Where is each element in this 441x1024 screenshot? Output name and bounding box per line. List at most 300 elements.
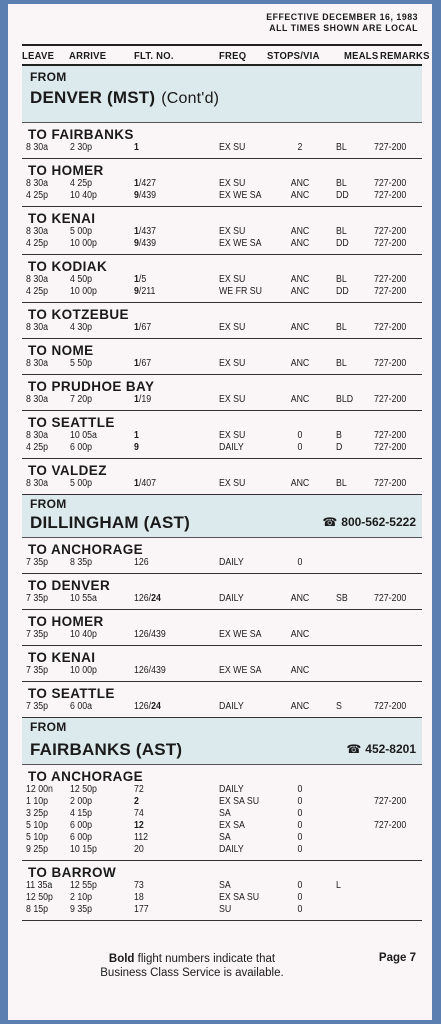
destination-block <box>22 303 422 339</box>
destination-block <box>22 610 422 646</box>
destination-title: TO KENAI <box>28 211 96 226</box>
frequency: SA <box>219 832 231 843</box>
leave-time: 7 35p <box>26 557 49 568</box>
flight-row <box>22 322 422 334</box>
meals: S <box>336 701 342 712</box>
flight-number <box>134 358 151 370</box>
connecting-flight-number: 126/ <box>134 593 152 604</box>
flight-number <box>134 880 144 892</box>
flight-row <box>22 226 422 238</box>
reservations-phone <box>346 742 416 756</box>
leave-time: 1 10p <box>26 796 49 807</box>
stops-via: 0 <box>297 784 303 795</box>
stops-via: ANC <box>290 593 310 604</box>
connecting-flight-number: /19 <box>138 394 152 405</box>
connecting-flight-number: 177 <box>134 904 149 915</box>
stops-via: 0 <box>297 844 303 855</box>
arrive-time: 2 00p <box>70 796 93 807</box>
stops-via: ANC <box>290 190 310 201</box>
leave-time: 4 25p <box>26 286 49 297</box>
col-frequency: FREQ <box>219 50 247 62</box>
from-section-header <box>22 495 422 538</box>
business-class-flight-number: 24 <box>151 701 161 712</box>
leave-time: 8 30a <box>26 478 49 489</box>
business-class-flight-number: 1 <box>134 274 139 285</box>
connecting-flight-number: /67 <box>138 322 152 333</box>
frequency: DAILY <box>219 701 244 712</box>
destination-title: TO HOMER <box>28 614 104 629</box>
aircraft-remarks: 727-200 <box>374 142 407 153</box>
business-class-flight-number: 1 <box>134 142 139 153</box>
aircraft-remarks: 727-200 <box>374 238 407 249</box>
connecting-flight-number: 20 <box>134 844 144 855</box>
flight-number <box>134 142 139 154</box>
from-section-header <box>22 718 422 765</box>
meals: D <box>336 442 343 453</box>
flight-number <box>134 322 151 334</box>
meals: BL <box>336 478 347 489</box>
frequency: DAILY <box>219 557 244 568</box>
leave-time: 8 15p <box>26 904 49 915</box>
stops-via: ANC <box>290 274 310 285</box>
from-label: FROM <box>30 70 67 84</box>
stops-via: ANC <box>290 238 310 249</box>
leave-time: 3 25p <box>26 808 49 819</box>
destination-block <box>22 861 422 921</box>
local-times-note: ALL TIMES SHOWN ARE LOCAL <box>269 23 418 34</box>
flight-row <box>22 665 422 677</box>
connecting-flight-number: /439 <box>138 238 157 249</box>
destination-block <box>22 682 422 718</box>
flight-row <box>22 430 422 442</box>
flight-number <box>134 665 166 677</box>
flight-row <box>22 808 422 820</box>
business-class-flight-number: 9 <box>134 442 139 453</box>
business-class-flight-number: 9 <box>134 190 139 201</box>
meals: BLD <box>336 394 354 405</box>
flight-number <box>134 904 149 916</box>
flight-number <box>134 190 156 202</box>
footer <box>22 950 422 990</box>
flight-number <box>134 593 161 605</box>
meals: BL <box>336 322 347 333</box>
stops-via: 0 <box>297 430 303 441</box>
arrive-time: 9 35p <box>70 904 93 915</box>
connecting-flight-number: 126/ <box>134 701 152 712</box>
arrive-time: 6 00a <box>70 701 93 712</box>
meals: BL <box>336 358 347 369</box>
effective-date-note <box>266 12 418 34</box>
bold-flight-note <box>22 952 362 980</box>
destination-block <box>22 646 422 682</box>
business-class-flight-number: 9 <box>134 238 139 249</box>
connecting-flight-number: 73 <box>134 880 144 891</box>
flight-number <box>134 274 146 286</box>
leave-time: 4 25p <box>26 442 49 453</box>
frequency: EX SA SU <box>219 796 260 807</box>
frequency: EX SA <box>219 820 245 831</box>
leave-time: 12 50p <box>26 892 53 903</box>
col-stops-via: STOPS/VIA <box>267 50 320 62</box>
frequency: EX SU <box>219 274 246 285</box>
business-class-flight-number: 1 <box>134 430 139 441</box>
connecting-flight-number: /437 <box>138 226 157 237</box>
frequency: EX SU <box>219 142 246 153</box>
aircraft-remarks: 727-200 <box>374 796 407 807</box>
connecting-flight-number: /67 <box>138 358 152 369</box>
note-text: flight numbers indicate that <box>134 953 276 965</box>
flight-number <box>134 784 144 796</box>
flight-number <box>134 808 144 820</box>
leave-time: 7 35p <box>26 593 49 604</box>
flight-row <box>22 286 422 298</box>
destination-block <box>22 574 422 610</box>
business-class-flight-number: 9 <box>134 286 139 297</box>
flight-row <box>22 593 422 605</box>
arrive-time: 10 55a <box>70 593 97 604</box>
frequency: EX SU <box>219 322 246 333</box>
destination-title: TO VALDEZ <box>28 463 107 478</box>
leave-time: 4 25p <box>26 190 49 201</box>
frequency: EX WE SA <box>219 665 262 676</box>
flight-number <box>134 178 156 190</box>
origin-city <box>30 513 190 533</box>
aircraft-remarks: 727-200 <box>374 178 407 189</box>
frequency: EX SU <box>219 358 246 369</box>
aircraft-remarks: 727-200 <box>374 430 407 441</box>
stops-via: ANC <box>290 701 310 712</box>
frequency: EX SU <box>219 478 246 489</box>
flight-number <box>134 442 139 454</box>
destination-block <box>22 411 422 459</box>
aircraft-remarks: 727-200 <box>374 593 407 604</box>
stops-via: ANC <box>290 665 310 676</box>
flight-row <box>22 701 422 713</box>
stops-via: ANC <box>290 478 310 489</box>
arrive-time: 2 10p <box>70 892 93 903</box>
frequency: EX SU <box>219 226 246 237</box>
business-class-flight-number: 1 <box>134 322 139 333</box>
flight-number <box>134 832 148 844</box>
arrive-time: 12 55p <box>70 880 97 891</box>
stops-via: ANC <box>290 226 310 237</box>
flight-number <box>134 820 144 832</box>
flight-row <box>22 394 422 406</box>
meals: L <box>336 880 341 891</box>
arrive-time: 10 40p <box>70 190 97 201</box>
col-remarks: REMARKS <box>380 50 430 62</box>
frequency: EX SU <box>219 178 246 189</box>
meals: BL <box>336 178 347 189</box>
destination-title: TO KOTZEBUE <box>28 307 129 322</box>
flight-row <box>22 820 422 832</box>
frequency: SA <box>219 880 231 891</box>
from-label: FROM <box>30 497 67 511</box>
destination-title: TO SEATTLE <box>28 686 115 701</box>
meals: DD <box>336 238 349 249</box>
flight-row <box>22 442 422 454</box>
timetable-page <box>8 4 432 1020</box>
arrive-time: 7 20p <box>70 394 93 405</box>
destination-title: TO FAIRBANKS <box>28 127 134 142</box>
arrive-time: 4 15p <box>70 808 93 819</box>
arrive-time: 5 00p <box>70 478 93 489</box>
arrive-time: 12 50p <box>70 784 97 795</box>
stops-via: 0 <box>297 557 303 568</box>
origin-city <box>30 88 219 108</box>
stops-via: ANC <box>290 629 310 640</box>
arrive-time: 10 00p <box>70 665 97 676</box>
flight-row <box>22 478 422 490</box>
destination-title: TO NOME <box>28 343 94 358</box>
flight-row <box>22 557 422 569</box>
origin-city-name: DILLINGHAM (AST) <box>30 513 190 532</box>
stops-via: ANC <box>290 286 310 297</box>
meals: DD <box>336 286 349 297</box>
col-arrive: ARRIVE <box>69 50 107 62</box>
flight-number <box>134 557 149 569</box>
destination-block <box>22 339 422 375</box>
arrive-time: 10 15p <box>70 844 97 855</box>
frequency: EX WE SA <box>219 629 262 640</box>
destination-title: TO BARROW <box>28 865 117 880</box>
stops-via: 0 <box>297 820 303 831</box>
arrive-time: 5 00p <box>70 226 93 237</box>
arrive-time: 10 05a <box>70 430 97 441</box>
destination-title: TO HOMER <box>28 163 104 178</box>
aircraft-remarks: 727-200 <box>374 358 407 369</box>
continued-label: (Cont'd) <box>161 90 220 107</box>
destination-title: TO ANCHORAGE <box>28 769 144 784</box>
stops-via: ANC <box>290 322 310 333</box>
business-class-flight-number: 12 <box>134 820 144 831</box>
flight-row <box>22 784 422 796</box>
flight-number <box>134 844 144 856</box>
aircraft-remarks: 727-200 <box>374 478 407 489</box>
arrive-time: 8 35p <box>70 557 93 568</box>
flight-number <box>134 701 161 713</box>
aircraft-remarks: 727-200 <box>374 190 407 201</box>
flight-number <box>134 478 156 490</box>
frequency: EX SU <box>219 430 246 441</box>
connecting-flight-number: 126 <box>134 557 149 568</box>
arrive-time: 4 25p <box>70 178 93 189</box>
stops-via: ANC <box>290 358 310 369</box>
destination-block <box>22 538 422 574</box>
meals: BL <box>336 274 347 285</box>
from-label: FROM <box>30 720 67 734</box>
arrive-time: 4 50p <box>70 274 93 285</box>
leave-time: 9 25p <box>26 844 49 855</box>
frequency: DAILY <box>219 442 244 453</box>
flight-row <box>22 892 422 904</box>
flight-row <box>22 832 422 844</box>
leave-time: 7 35p <box>26 629 49 640</box>
col-leave: LEAVE <box>22 50 55 62</box>
phone-number: 800-562-5222 <box>341 515 416 529</box>
connecting-flight-number: 126/439 <box>134 629 166 640</box>
stops-via: 2 <box>297 142 303 153</box>
stops-via: 0 <box>297 442 303 453</box>
meals: BL <box>336 226 347 237</box>
frequency: SU <box>219 904 232 915</box>
leave-time: 8 30a <box>26 430 49 441</box>
arrive-time: 6 00p <box>70 820 93 831</box>
leave-time: 12 00n <box>26 784 53 795</box>
flight-number <box>134 796 139 808</box>
business-class-flight-number: 1 <box>134 394 139 405</box>
destination-block <box>22 159 422 207</box>
destination-title: TO SEATTLE <box>28 415 115 430</box>
column-header-row <box>22 44 430 66</box>
destination-title: TO ANCHORAGE <box>28 542 144 557</box>
connecting-flight-number: /407 <box>138 478 157 489</box>
meals: SB <box>336 593 348 604</box>
frequency: EX SU <box>219 394 246 405</box>
connecting-flight-number: /5 <box>138 274 147 285</box>
destination-title: TO KENAI <box>28 650 96 665</box>
connecting-flight-number: /427 <box>138 178 157 189</box>
connecting-flight-number: 112 <box>134 832 149 843</box>
page-number: Page 7 <box>378 952 416 964</box>
aircraft-remarks: 727-200 <box>374 442 407 453</box>
flight-row <box>22 142 422 154</box>
flight-row <box>22 178 422 190</box>
stops-via: 0 <box>297 832 303 843</box>
connecting-flight-number: /439 <box>138 190 157 201</box>
flight-row <box>22 880 422 892</box>
aircraft-remarks: 727-200 <box>374 820 407 831</box>
arrive-time: 6 00p <box>70 832 93 843</box>
aircraft-remarks: 727-200 <box>374 286 407 297</box>
aircraft-remarks: 727-200 <box>374 701 407 712</box>
frequency: EX SA SU <box>219 892 260 903</box>
business-class-flight-number: 2 <box>134 796 139 807</box>
origin-city <box>30 740 182 760</box>
leave-time: 8 30a <box>26 358 49 369</box>
frequency: DAILY <box>219 784 244 795</box>
stops-via: 0 <box>297 904 303 915</box>
aircraft-remarks: 727-200 <box>374 322 407 333</box>
stops-via: 0 <box>297 796 303 807</box>
stops-via: 0 <box>297 892 303 903</box>
phone-number: 452-8201 <box>365 742 416 756</box>
connecting-flight-number: 74 <box>134 808 144 819</box>
flight-number <box>134 286 155 298</box>
arrive-time: 10 00p <box>70 238 97 249</box>
frequency: EX WE SA <box>219 190 262 201</box>
note-bold-word: Bold <box>108 953 135 965</box>
destination-title: TO KODIAK <box>28 259 108 274</box>
destination-block <box>22 207 422 255</box>
flight-number <box>134 226 156 238</box>
schedule-content <box>22 66 422 921</box>
effective-date: EFFECTIVE DECEMBER 16, 1983 <box>266 12 418 23</box>
stops-via: ANC <box>290 394 310 405</box>
destination-block <box>22 459 422 495</box>
origin-city-name: FAIRBANKS (AST) <box>30 740 183 759</box>
frequency: SA <box>219 808 231 819</box>
business-class-flight-number: 24 <box>151 593 161 604</box>
flight-row <box>22 844 422 856</box>
destination-title: TO DENVER <box>28 578 111 593</box>
arrive-time: 10 00p <box>70 286 97 297</box>
frequency: WE FR SU <box>219 286 263 297</box>
stops-via: 0 <box>297 808 303 819</box>
arrive-time: 2 30p <box>70 142 93 153</box>
connecting-flight-number: 18 <box>134 892 144 903</box>
flight-row <box>22 238 422 250</box>
frequency: DAILY <box>219 844 244 855</box>
flight-row <box>22 358 422 370</box>
aircraft-remarks: 727-200 <box>374 274 407 285</box>
leave-time: 11 35a <box>26 880 53 891</box>
connecting-flight-number: 72 <box>134 784 144 795</box>
flight-number <box>134 394 151 406</box>
leave-time: 8 30a <box>26 394 49 405</box>
leave-time: 4 25p <box>26 238 49 249</box>
arrive-time: 10 40p <box>70 629 97 640</box>
destination-block <box>22 765 422 861</box>
leave-time: 8 30a <box>26 274 49 285</box>
connecting-flight-number: 126/439 <box>134 665 166 676</box>
leave-time: 7 35p <box>26 701 49 712</box>
flight-number <box>134 430 139 442</box>
arrive-time: 6 00p <box>70 442 93 453</box>
leave-time: 8 30a <box>26 322 49 333</box>
telephone-icon: ☎ <box>346 742 362 756</box>
flight-row <box>22 190 422 202</box>
destination-block <box>22 123 422 159</box>
destination-title: TO PRUDHOE BAY <box>28 379 155 394</box>
meals: B <box>336 430 342 441</box>
meals: BL <box>336 142 347 153</box>
flight-row <box>22 629 422 641</box>
arrive-time: 4 30p <box>70 322 93 333</box>
business-class-flight-number: 1 <box>134 226 139 237</box>
arrive-time: 5 50p <box>70 358 93 369</box>
from-section-header <box>22 66 422 123</box>
flight-row <box>22 904 422 916</box>
col-flight-number: FLT. NO. <box>134 50 174 62</box>
flight-number <box>134 892 144 904</box>
aircraft-remarks: 727-200 <box>374 394 407 405</box>
stops-via: ANC <box>290 178 310 189</box>
leave-time: 8 30a <box>26 226 49 237</box>
meals: DD <box>336 190 349 201</box>
flight-number <box>134 629 166 641</box>
frequency: EX WE SA <box>219 238 262 249</box>
frequency: DAILY <box>219 593 244 604</box>
connecting-flight-number: /211 <box>138 286 156 297</box>
leave-time: 8 30a <box>26 178 49 189</box>
note-text-line2: Business Class Service is available. <box>100 967 284 979</box>
leave-time: 5 10p <box>26 832 49 843</box>
business-class-flight-number: 1 <box>134 358 139 369</box>
business-class-flight-number: 1 <box>134 178 139 189</box>
leave-time: 8 30a <box>26 142 49 153</box>
flight-row <box>22 796 422 808</box>
destination-block <box>22 255 422 303</box>
destination-block <box>22 375 422 411</box>
origin-city-name: DENVER (MST) <box>30 88 156 107</box>
flight-number <box>134 238 156 250</box>
stops-via: 0 <box>297 880 303 891</box>
reservations-phone <box>322 515 416 529</box>
leave-time: 5 10p <box>26 820 49 831</box>
flight-row <box>22 274 422 286</box>
telephone-icon: ☎ <box>322 515 338 529</box>
